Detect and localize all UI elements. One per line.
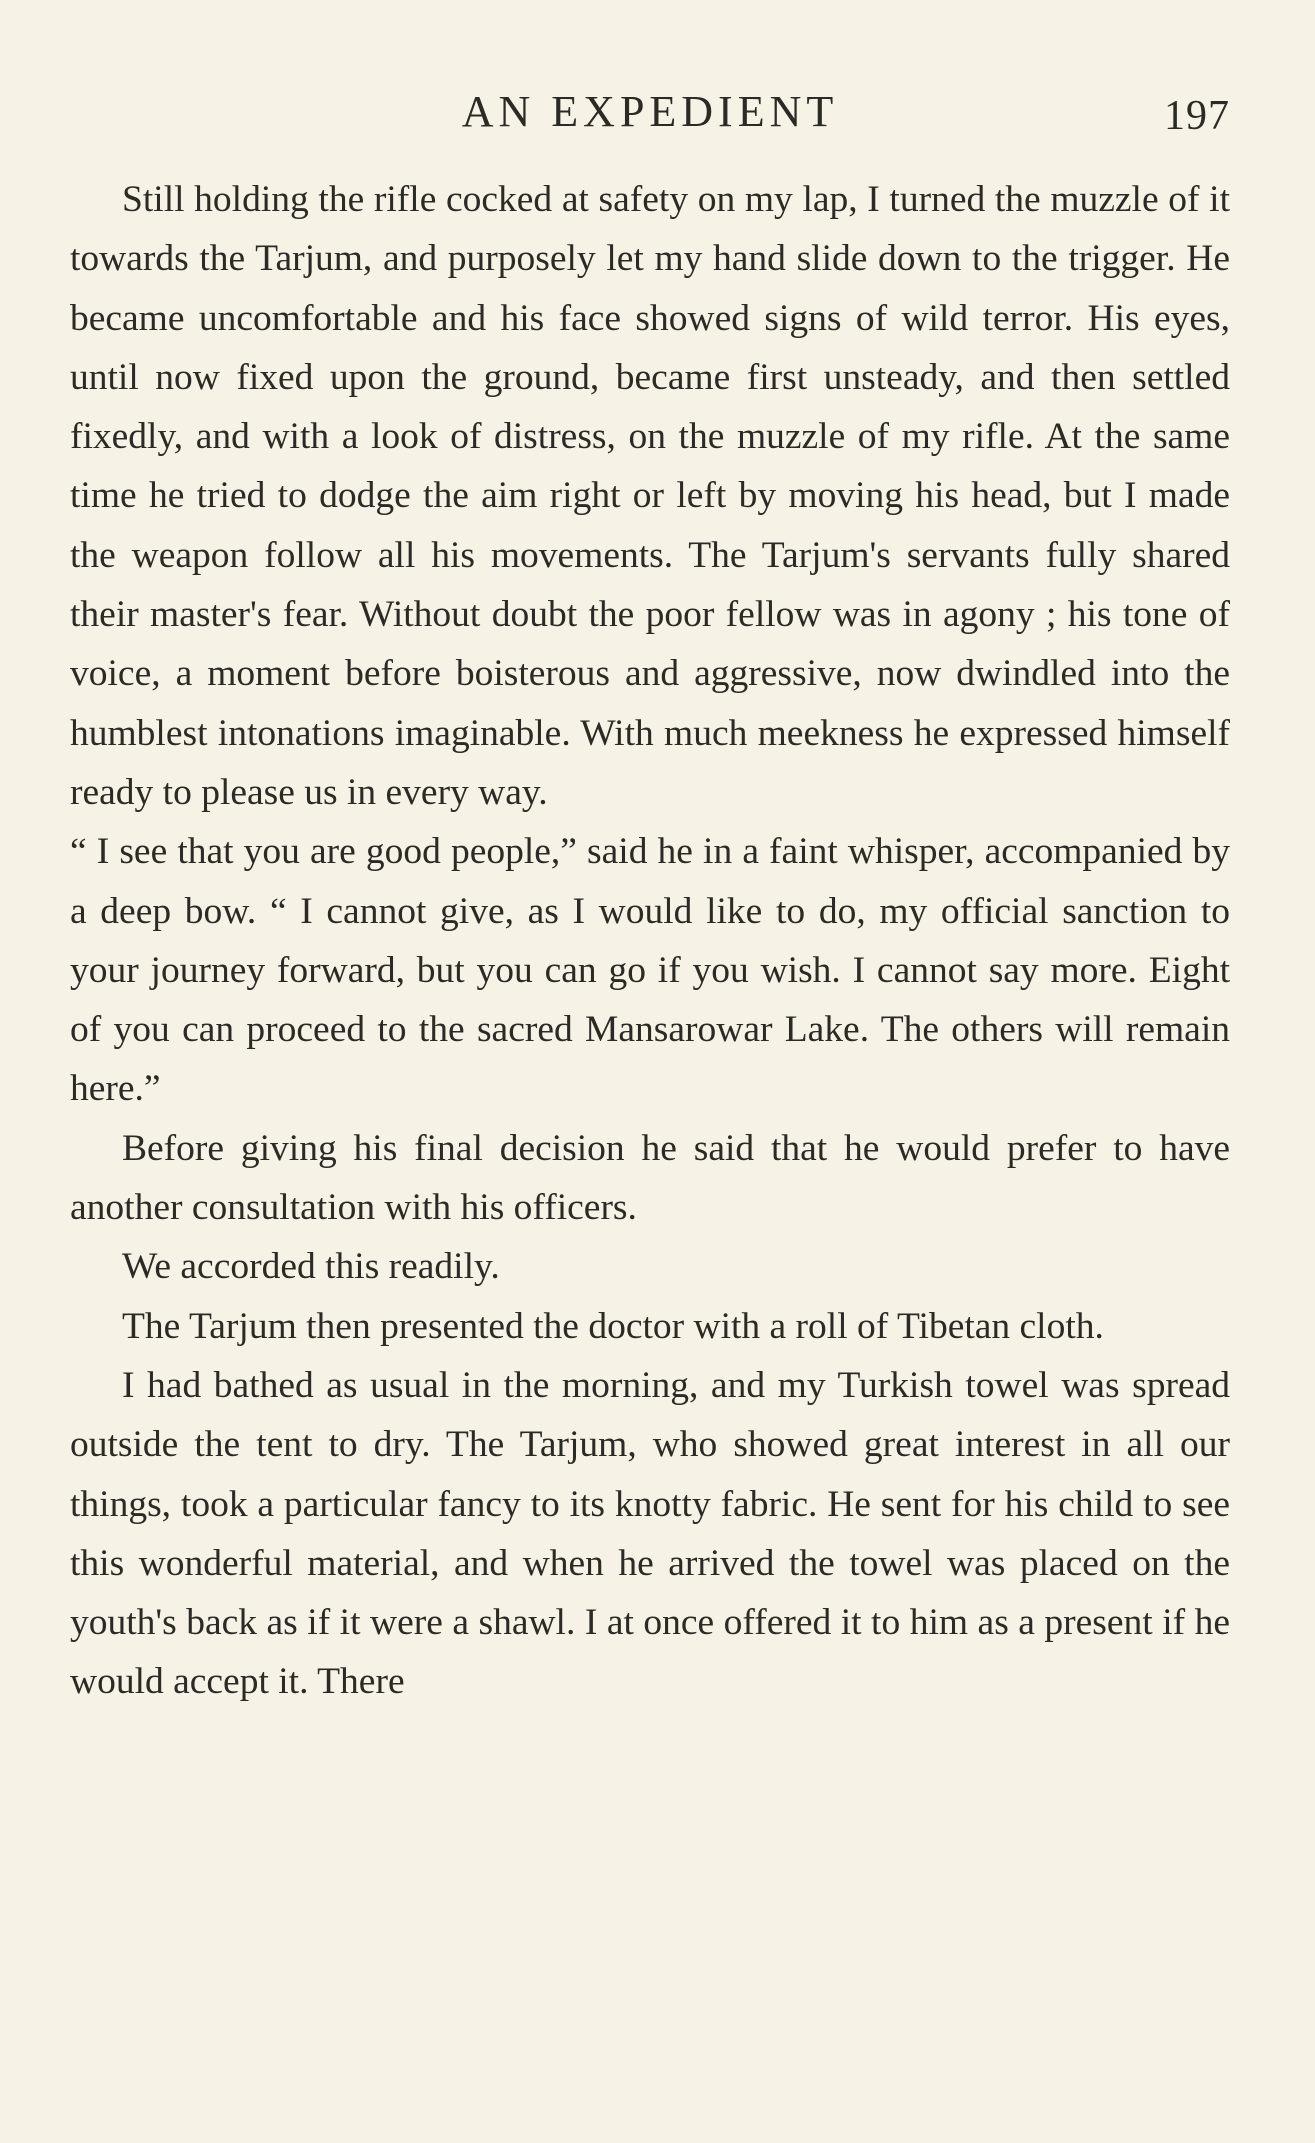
- running-title: AN EXPEDIENT: [461, 87, 839, 136]
- body-text: [70, 170, 1230, 1712]
- paragraph: Before giving his final decision he said that he would prefer to have another consultation with his officers.: [70, 1127, 1230, 1229]
- paragraph: “ I see that you are good people,” said he in a faint whisper, accompanied by a deep bow. “ I cannot give, as I would like to do, my official sanction to your journey forward, but you can go if you wish. I cannot say more. Eight of you can proceed to the sacred Mansarowar Lake. The others will remain here.”: [70, 831, 1230, 1110]
- running-head: [70, 82, 1230, 142]
- page-number: 197: [1164, 93, 1230, 139]
- paragraph: I had bathed as usual in the morning, and my Turkish towel was spread outside the tent to dry. The Tarjum, who showed great interest in all our things, took a particular fancy to its knotty fabric. He sent for his child to see this wonderful material, and when he arrived the towel was placed on the youth's back as if it were a shawl. I at once offered it to him as a present if he would accept it. There: [70, 1364, 1230, 1703]
- paragraph: We accorded this readily.: [122, 1246, 500, 1288]
- paragraph: The Tarjum then presented the doctor with a roll of Tibetan cloth.: [122, 1305, 1104, 1347]
- paragraph: Still holding the rifle cocked at safety on my lap, I turned the muzzle of it towards the Tarjum, and purposely let my hand slide down to the trigger. He became uncomfortable and his face showed signs of wild terror. His eyes, until now fixed upon the ground, became first unsteady, and then settled fixedly, and with a look of distress, on the muzzle of my rifle. At the same time he tried to dodge the aim right or left by moving his head, but I made the weapon follow all his movements. The Tarjum's servants fully shared their master's fear. Without doubt the poor fellow was in agony ; his tone of voice, a moment before boisterous and aggressive, now dwindled into the humblest intonations imaginable. With much meekness he expressed himself ready to please us in every way.: [70, 179, 1230, 813]
